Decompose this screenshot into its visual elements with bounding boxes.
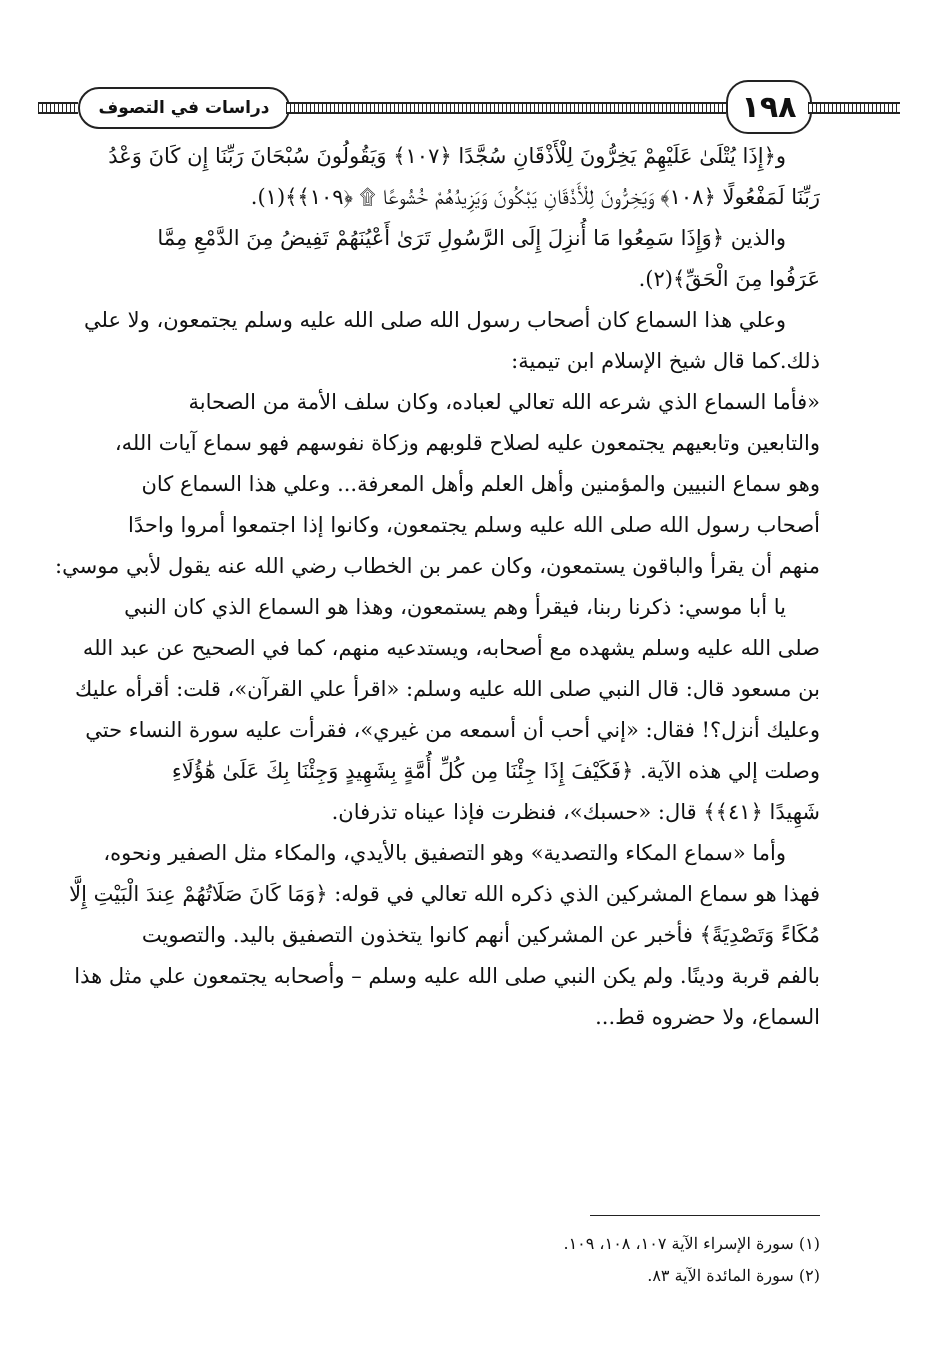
text-line: وهو سماع النبيين والمؤمنين وأهل العلم وأهل المعرفة... وعلي هذا السماع كان [141,472,820,496]
text-line: فهذا هو سماع المشركين الذي ذكره الله تعالي في قوله: ﴿وَمَا كَانَ صَلَاتُهُمْ عِندَ الْبَيْتِ إِلَّا [69,882,820,906]
footnote-2: (٢) سورة المائدة الآية ٨٣. [647,1266,820,1285]
text-line: ذلك.كما قال شيخ الإسلام ابن تيمية: [511,349,820,373]
header-ornament-left [38,102,78,114]
text-line: عَرَفُوا مِنَ الْحَقِّ﴾(٢). [638,267,820,291]
text-line: رَبِّنَا لَمَفْعُولًا ﴿١٠٨﴾ وَيَخِرُّونَ لِلْأَذْقَانِ يَبْكُونَ وَيَزِيدُهُمْ خُشُوعًا ۩ ﴿١٠٩﴾﴾(١). [250,185,820,209]
body-text [30,136,820,1038]
book-title: دراسات في التصوف [78,87,290,129]
text-line: أصحاب رسول الله صلى الله عليه وسلم يجتمعون، وكانوا إذا اجتمعوا أمروا واحدًا [128,513,820,537]
text-line: «فأما السماع الذي شرعه الله تعالي لعباده، وكان سلف الأمة من الصحابة [188,390,820,414]
page-header [38,80,900,134]
text-line: وعلي هذا السماع كان أصحاب رسول الله صلى الله عليه وسلم يجتمعون، ولا علي [83,308,786,332]
text-line: شَهِيدًا ﴿٤١﴾﴾ قال: «حسبك»، فنظرت فإذا عيناه تذرفان. [331,800,820,824]
text-line: منهم أن يقرأ والباقون يستمعون، وكان عمر بن الخطاب رضي الله عنه يقول لأبي موسي: [55,554,820,578]
text-line: بن مسعود قال: قال النبي صلى الله عليه وسلم: «اقرأ علي القرآن»، قلت: أقرأه عليك [75,677,820,701]
text-line: والذين ﴿وَإِذَا سَمِعُوا مَا أُنزِلَ إِلَى الرَّسُولِ تَرَىٰ أَعْيُنَهُمْ تَفِيضُ مِنَ الدَّمْعِ مِمَّا [157,226,786,250]
footnote-separator [590,1215,820,1216]
header-ornament-right [808,102,900,114]
text-line: والتابعين وتابعيهم يجتمعون عليه لصلاح قلوبهم وزكاة نفوسهم فهو سماع آيات الله، [114,431,820,455]
text-line: وعليك أنزل؟! فقال: «إني أحب أن أسمعه من غيري»، فقرأت عليه سورة النساء حتي [85,718,820,742]
page-number: ١٩٨ [726,80,812,134]
text-line: صلى الله عليه وسلم يشهده مع أصحابه، ويستدعيه منهم، كما في الصحيح عن عبد الله [82,636,820,660]
text-line: مُكَاءً وَتَصْدِيَةً﴾ فأخبر عن المشركين أنهم كانوا يتخذون التصفيق باليد. والتصويت [141,923,820,947]
text-line: بالفم قربة ودينًا. ولم يكن النبي صلى الله عليه وسلم – وأصحابه يجتمعون علي مثل هذا [74,964,820,988]
footnote-1: (١) سورة الإسراء الآية ١٠٧، ١٠٨، ١٠٩. [563,1234,820,1253]
text-line: وأما «سماع المكاء والتصدية» وهو التصفيق بالأيدي، والمكاء مثل الصفير ونحوه، [103,841,786,865]
text-line: و﴿إِذَا يُتْلَىٰ عَلَيْهِمْ يَخِرُّونَ لِلْأَذْقَانِ سُجَّدًا ﴿١٠٧﴾ وَيَقُولُونَ سُبْحَانَ رَبِّنَا إِن كَانَ وَعْدُ [108,144,786,168]
text-line: السماع، ولا حضروه قط... [595,1005,820,1029]
text-line: يا أبا موسي: ذكرنا ربنا، فيقرأ وهم يستمعون، وهذا هو السماع الذي كان النبي [124,595,786,619]
text-line: وصلت إلي هذه الآية. ﴿فَكَيْفَ إِذَا جِئْنَا مِن كُلِّ أُمَّةٍ بِشَهِيدٍ وَجِئْنَا بِكَ عَلَىٰ هَٰؤُلَاءِ [171,759,820,783]
footnotes [400,1228,820,1292]
header-ornament-middle [286,102,726,114]
